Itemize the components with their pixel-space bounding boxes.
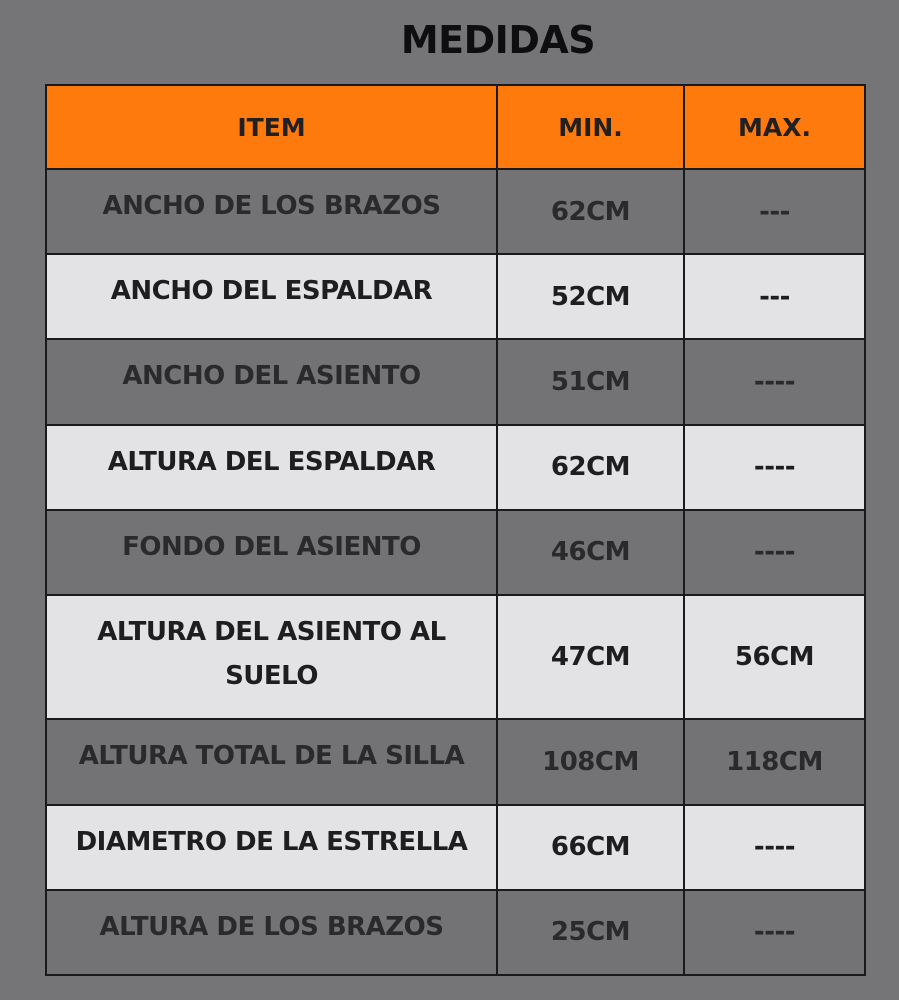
cell-item: ANCHO DE LOS BRAZOS bbox=[46, 169, 497, 254]
cell-item: ANCHO DEL ASIENTO bbox=[46, 339, 497, 424]
table-row bbox=[46, 169, 865, 254]
cell-max: ---- bbox=[684, 805, 865, 890]
measurements-table bbox=[45, 84, 866, 976]
cell-min: 46CM bbox=[497, 510, 684, 595]
cell-max: ---- bbox=[684, 890, 865, 975]
cell-max: 56CM bbox=[684, 595, 865, 719]
cell-item: ALTURA DE LOS BRAZOS bbox=[46, 890, 497, 975]
table-row bbox=[46, 805, 865, 890]
cell-min: 62CM bbox=[497, 169, 684, 254]
table-row bbox=[46, 719, 865, 804]
page-title: MEDIDAS bbox=[400, 18, 596, 62]
cell-min: 47CM bbox=[497, 595, 684, 719]
cell-item: FONDO DEL ASIENTO bbox=[46, 510, 497, 595]
cell-item: ALTURA DEL ASIENTO AL SUELO bbox=[46, 595, 497, 719]
cell-max: ---- bbox=[684, 510, 865, 595]
column-header-item: ITEM bbox=[46, 85, 497, 169]
table-row bbox=[46, 510, 865, 595]
table-row bbox=[46, 339, 865, 424]
cell-item: ALTURA DEL ESPALDAR bbox=[46, 425, 497, 510]
cell-min: 52CM bbox=[497, 254, 684, 339]
cell-item: DIAMETRO DE LA ESTRELLA bbox=[46, 805, 497, 890]
cell-min: 25CM bbox=[497, 890, 684, 975]
cell-item: ALTURA TOTAL DE LA SILLA bbox=[46, 719, 497, 804]
cell-max: --- bbox=[684, 169, 865, 254]
cell-item: ANCHO DEL ESPALDAR bbox=[46, 254, 497, 339]
table-row bbox=[46, 890, 865, 975]
cell-min: 66CM bbox=[497, 805, 684, 890]
cell-max: --- bbox=[684, 254, 865, 339]
table-row bbox=[46, 425, 865, 510]
column-header-max: MAX. bbox=[684, 85, 865, 169]
cell-max: ---- bbox=[684, 339, 865, 424]
cell-min: 62CM bbox=[497, 425, 684, 510]
cell-max: ---- bbox=[684, 425, 865, 510]
cell-min: 51CM bbox=[497, 339, 684, 424]
table-row bbox=[46, 595, 865, 719]
table-row bbox=[46, 254, 865, 339]
column-header-min: MIN. bbox=[497, 85, 684, 169]
cell-min: 108CM bbox=[497, 719, 684, 804]
table-header-row bbox=[46, 85, 865, 169]
cell-max: 118CM bbox=[684, 719, 865, 804]
